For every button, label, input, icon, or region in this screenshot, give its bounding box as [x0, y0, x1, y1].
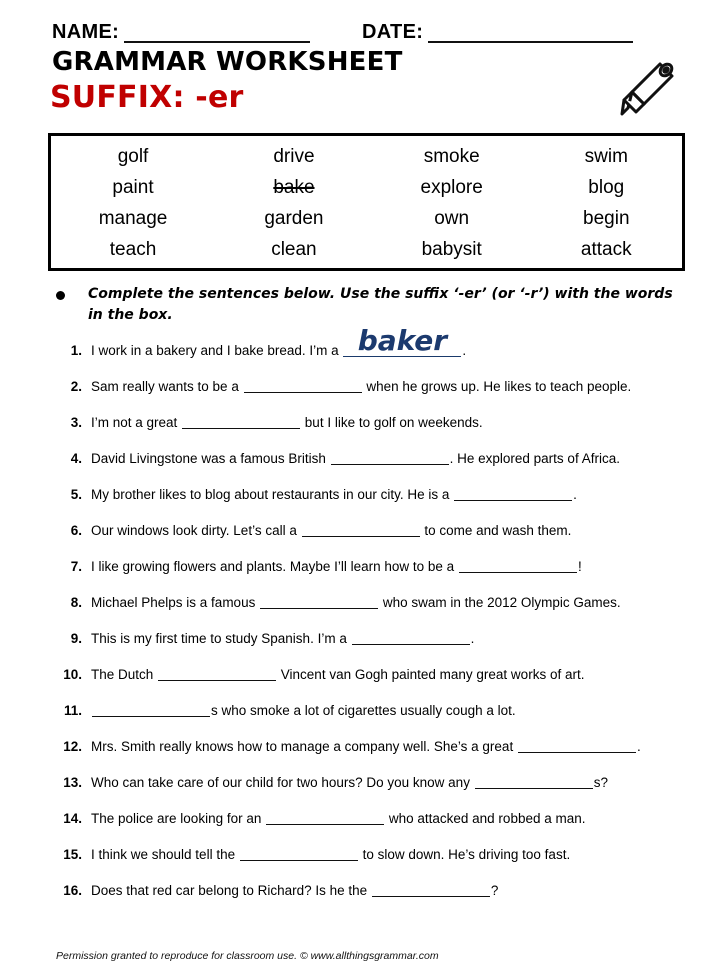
question-row: [52, 413, 717, 449]
question-text-before: I think we should tell the: [91, 847, 239, 862]
word-bank-item-label: drive: [273, 145, 315, 167]
word-bank-row: [51, 234, 682, 265]
question-number: 3.: [70, 415, 82, 430]
answer-blank[interactable]: [352, 631, 470, 645]
answer-blank[interactable]: [331, 451, 449, 465]
word-bank-box: [48, 133, 685, 271]
word-bank-item[interactable]: [531, 239, 682, 261]
question-number: 4.: [70, 451, 82, 466]
question-text-before: Michael Phelps is a famous: [91, 595, 260, 610]
word-bank-item[interactable]: [215, 177, 373, 199]
question-text-after: to slow down. He’s driving too fast.: [358, 847, 571, 862]
question-row: [52, 773, 717, 809]
word-bank-item-label: own: [434, 207, 470, 229]
word-bank-item[interactable]: [51, 177, 215, 199]
answer-blank[interactable]: [92, 703, 210, 717]
question-text-after: .: [636, 739, 641, 754]
question-number: 14.: [63, 811, 82, 826]
answer-blank[interactable]: [158, 667, 276, 681]
instruction-block: [52, 284, 677, 326]
question-text-before: The police are looking for an: [91, 811, 266, 826]
word-bank-item[interactable]: [51, 208, 215, 230]
question-number: 5.: [70, 487, 82, 502]
question-text-before: I work in a bakery and I bake bread. I’m a: [91, 343, 343, 358]
question-text-after: who attacked and robbed a man.: [385, 811, 586, 826]
word-bank-item[interactable]: [373, 146, 531, 168]
question-text: [82, 881, 717, 901]
question-text-before: I’m not a great: [91, 415, 182, 430]
answer-blank[interactable]: [182, 415, 300, 429]
word-bank-item-label: blog: [588, 176, 625, 198]
question-text-before: Does that red car belong to Richard? Is he the: [91, 883, 371, 898]
question-text-after: s?: [593, 775, 608, 790]
answer-blank[interactable]: [260, 595, 378, 609]
question-text: [82, 485, 717, 505]
page-subtitle: SUFFIX: -er: [50, 80, 244, 115]
word-bank-item-label: paint: [112, 176, 154, 198]
question-text-after: but I like to golf on weekends.: [301, 415, 483, 430]
question-row: [52, 557, 717, 593]
question-list: [52, 324, 717, 917]
question-number: 8.: [70, 595, 82, 610]
question-text-before: The Dutch: [91, 667, 158, 682]
word-bank-item[interactable]: [373, 239, 531, 261]
name-label: NAME:: [52, 21, 120, 43]
word-bank-item-label: bake: [273, 176, 315, 198]
name-date-row: [52, 13, 714, 43]
question-row: [52, 737, 717, 773]
question-row: [52, 665, 717, 701]
question-text-after: .: [470, 631, 475, 646]
question-row: [52, 485, 717, 521]
question-row: [52, 881, 717, 917]
question-text-after: to come and wash them.: [420, 523, 572, 538]
word-bank-item[interactable]: [215, 146, 373, 168]
answer-blank[interactable]: [454, 487, 572, 501]
question-text-after: who swam in the 2012 Olympic Games.: [379, 595, 621, 610]
answer-blank[interactable]: [266, 811, 384, 825]
question-row: [52, 377, 717, 413]
answer-blank[interactable]: [244, 379, 362, 393]
word-bank-item[interactable]: [215, 208, 373, 230]
question-text-after: .: [462, 343, 467, 358]
question-number: 13.: [63, 775, 82, 790]
word-bank-item[interactable]: [51, 239, 215, 261]
question-row: [52, 629, 717, 665]
question-text: [82, 809, 717, 829]
question-text: [82, 701, 717, 721]
question-row: [52, 593, 717, 629]
word-bank-item-label: teach: [109, 238, 157, 260]
answer-blank[interactable]: [372, 883, 490, 897]
question-text: [82, 557, 717, 577]
pencil-icon: [608, 56, 682, 118]
question-number: 16.: [63, 883, 82, 898]
question-text: [82, 593, 717, 613]
question-text: [82, 629, 717, 649]
word-bank-item-label: golf: [117, 145, 149, 167]
word-bank-item-label: clean: [271, 238, 317, 260]
word-bank-item-label: explore: [420, 176, 483, 198]
question-text-before: I like growing flowers and plants. Maybe I’ll learn how to be a: [91, 559, 458, 574]
question-text-before: This is my first time to study Spanish. I’m a: [91, 631, 351, 646]
date-label: DATE:: [362, 21, 424, 43]
word-bank-grid: [51, 136, 682, 268]
question-text-after: .: [573, 487, 577, 502]
question-text-before: Mrs. Smith really knows how to manage a company well. She’s a great: [91, 739, 517, 754]
question-row: [52, 701, 717, 737]
answer-blank[interactable]: [240, 847, 358, 861]
question-text: [82, 737, 717, 757]
word-bank-item[interactable]: [373, 208, 531, 230]
question-text-before: Sam really wants to be a: [91, 379, 243, 394]
question-row: [52, 845, 717, 881]
footer-credit: Permission granted to reproduce for classroom use. © www.allthingsgrammar.com: [56, 950, 439, 962]
answer-text: baker: [357, 324, 448, 357]
question-row: [52, 521, 717, 557]
word-bank-row: [51, 141, 682, 172]
question-number: 11.: [63, 703, 82, 718]
question-number: 15.: [63, 847, 82, 862]
name-blank-line[interactable]: [124, 25, 310, 43]
answer-blank[interactable]: [518, 739, 636, 753]
question-text-after: when he grows up. He likes to teach people.: [362, 379, 632, 394]
word-bank-item-label: garden: [264, 207, 324, 229]
word-bank-item[interactable]: [373, 177, 531, 199]
question-number: 6.: [70, 523, 82, 538]
word-bank-row: [51, 203, 682, 234]
question-text: [82, 521, 717, 541]
word-bank-item[interactable]: [215, 239, 373, 261]
question-number: 1.: [70, 343, 82, 358]
question-text: [82, 773, 717, 793]
word-bank-item[interactable]: [531, 146, 682, 168]
word-bank-item[interactable]: [531, 208, 682, 230]
answer-blank[interactable]: [302, 523, 420, 537]
answer-blank[interactable]: [459, 559, 577, 573]
answer-blank-filled[interactable]: [343, 324, 461, 357]
instruction-text: Complete the sentences below. Use the suffix ‘-er’ (or ‘-r’) with the words in the box.: [88, 286, 673, 323]
question-number: 9.: [70, 631, 82, 646]
question-text-after: s who smoke a lot of cigarettes usually cough a lot.: [211, 703, 516, 718]
question-text-after: ?: [490, 883, 499, 898]
question-text-before: My brother likes to blog about restaurants in our city. He is a: [91, 487, 454, 502]
question-text-before: Our windows look dirty. Let’s call a: [91, 523, 301, 538]
question-row: [52, 449, 717, 485]
question-number: 2.: [70, 379, 82, 394]
question-text: [82, 845, 717, 865]
word-bank-item-label: attack: [580, 238, 632, 260]
answer-blank[interactable]: [475, 775, 593, 789]
word-bank-item[interactable]: [51, 146, 215, 168]
question-number: 10.: [63, 667, 82, 682]
page-title: GRAMMAR WORKSHEET: [52, 47, 403, 77]
question-row: [52, 809, 717, 845]
bullet-icon: [56, 291, 65, 300]
word-bank-item-label: manage: [98, 207, 168, 229]
question-text: [82, 324, 717, 361]
question-number: 7.: [70, 559, 82, 574]
question-text-after: . He explored parts of Africa.: [449, 451, 620, 466]
word-bank-row: [51, 172, 682, 203]
question-text-after: !: [577, 559, 582, 574]
question-text: [82, 449, 717, 469]
date-blank-line[interactable]: [428, 25, 633, 43]
question-row: [52, 324, 717, 377]
word-bank-item-label: begin: [583, 207, 630, 229]
word-bank-item-label: swim: [584, 145, 628, 167]
question-text: [82, 665, 717, 685]
word-bank-item-label: smoke: [423, 145, 480, 167]
word-bank-item-label: babysit: [421, 238, 482, 260]
question-text-after: Vincent van Gogh painted many great works of art.: [277, 667, 585, 682]
question-text: [82, 413, 717, 433]
word-bank-item[interactable]: [531, 177, 682, 199]
question-number: 12.: [63, 739, 82, 754]
question-text-before: Who can take care of our child for two hours? Do you know any: [91, 775, 474, 790]
question-text: [82, 377, 717, 397]
question-text-before: David Livingstone was a famous British: [91, 451, 330, 466]
